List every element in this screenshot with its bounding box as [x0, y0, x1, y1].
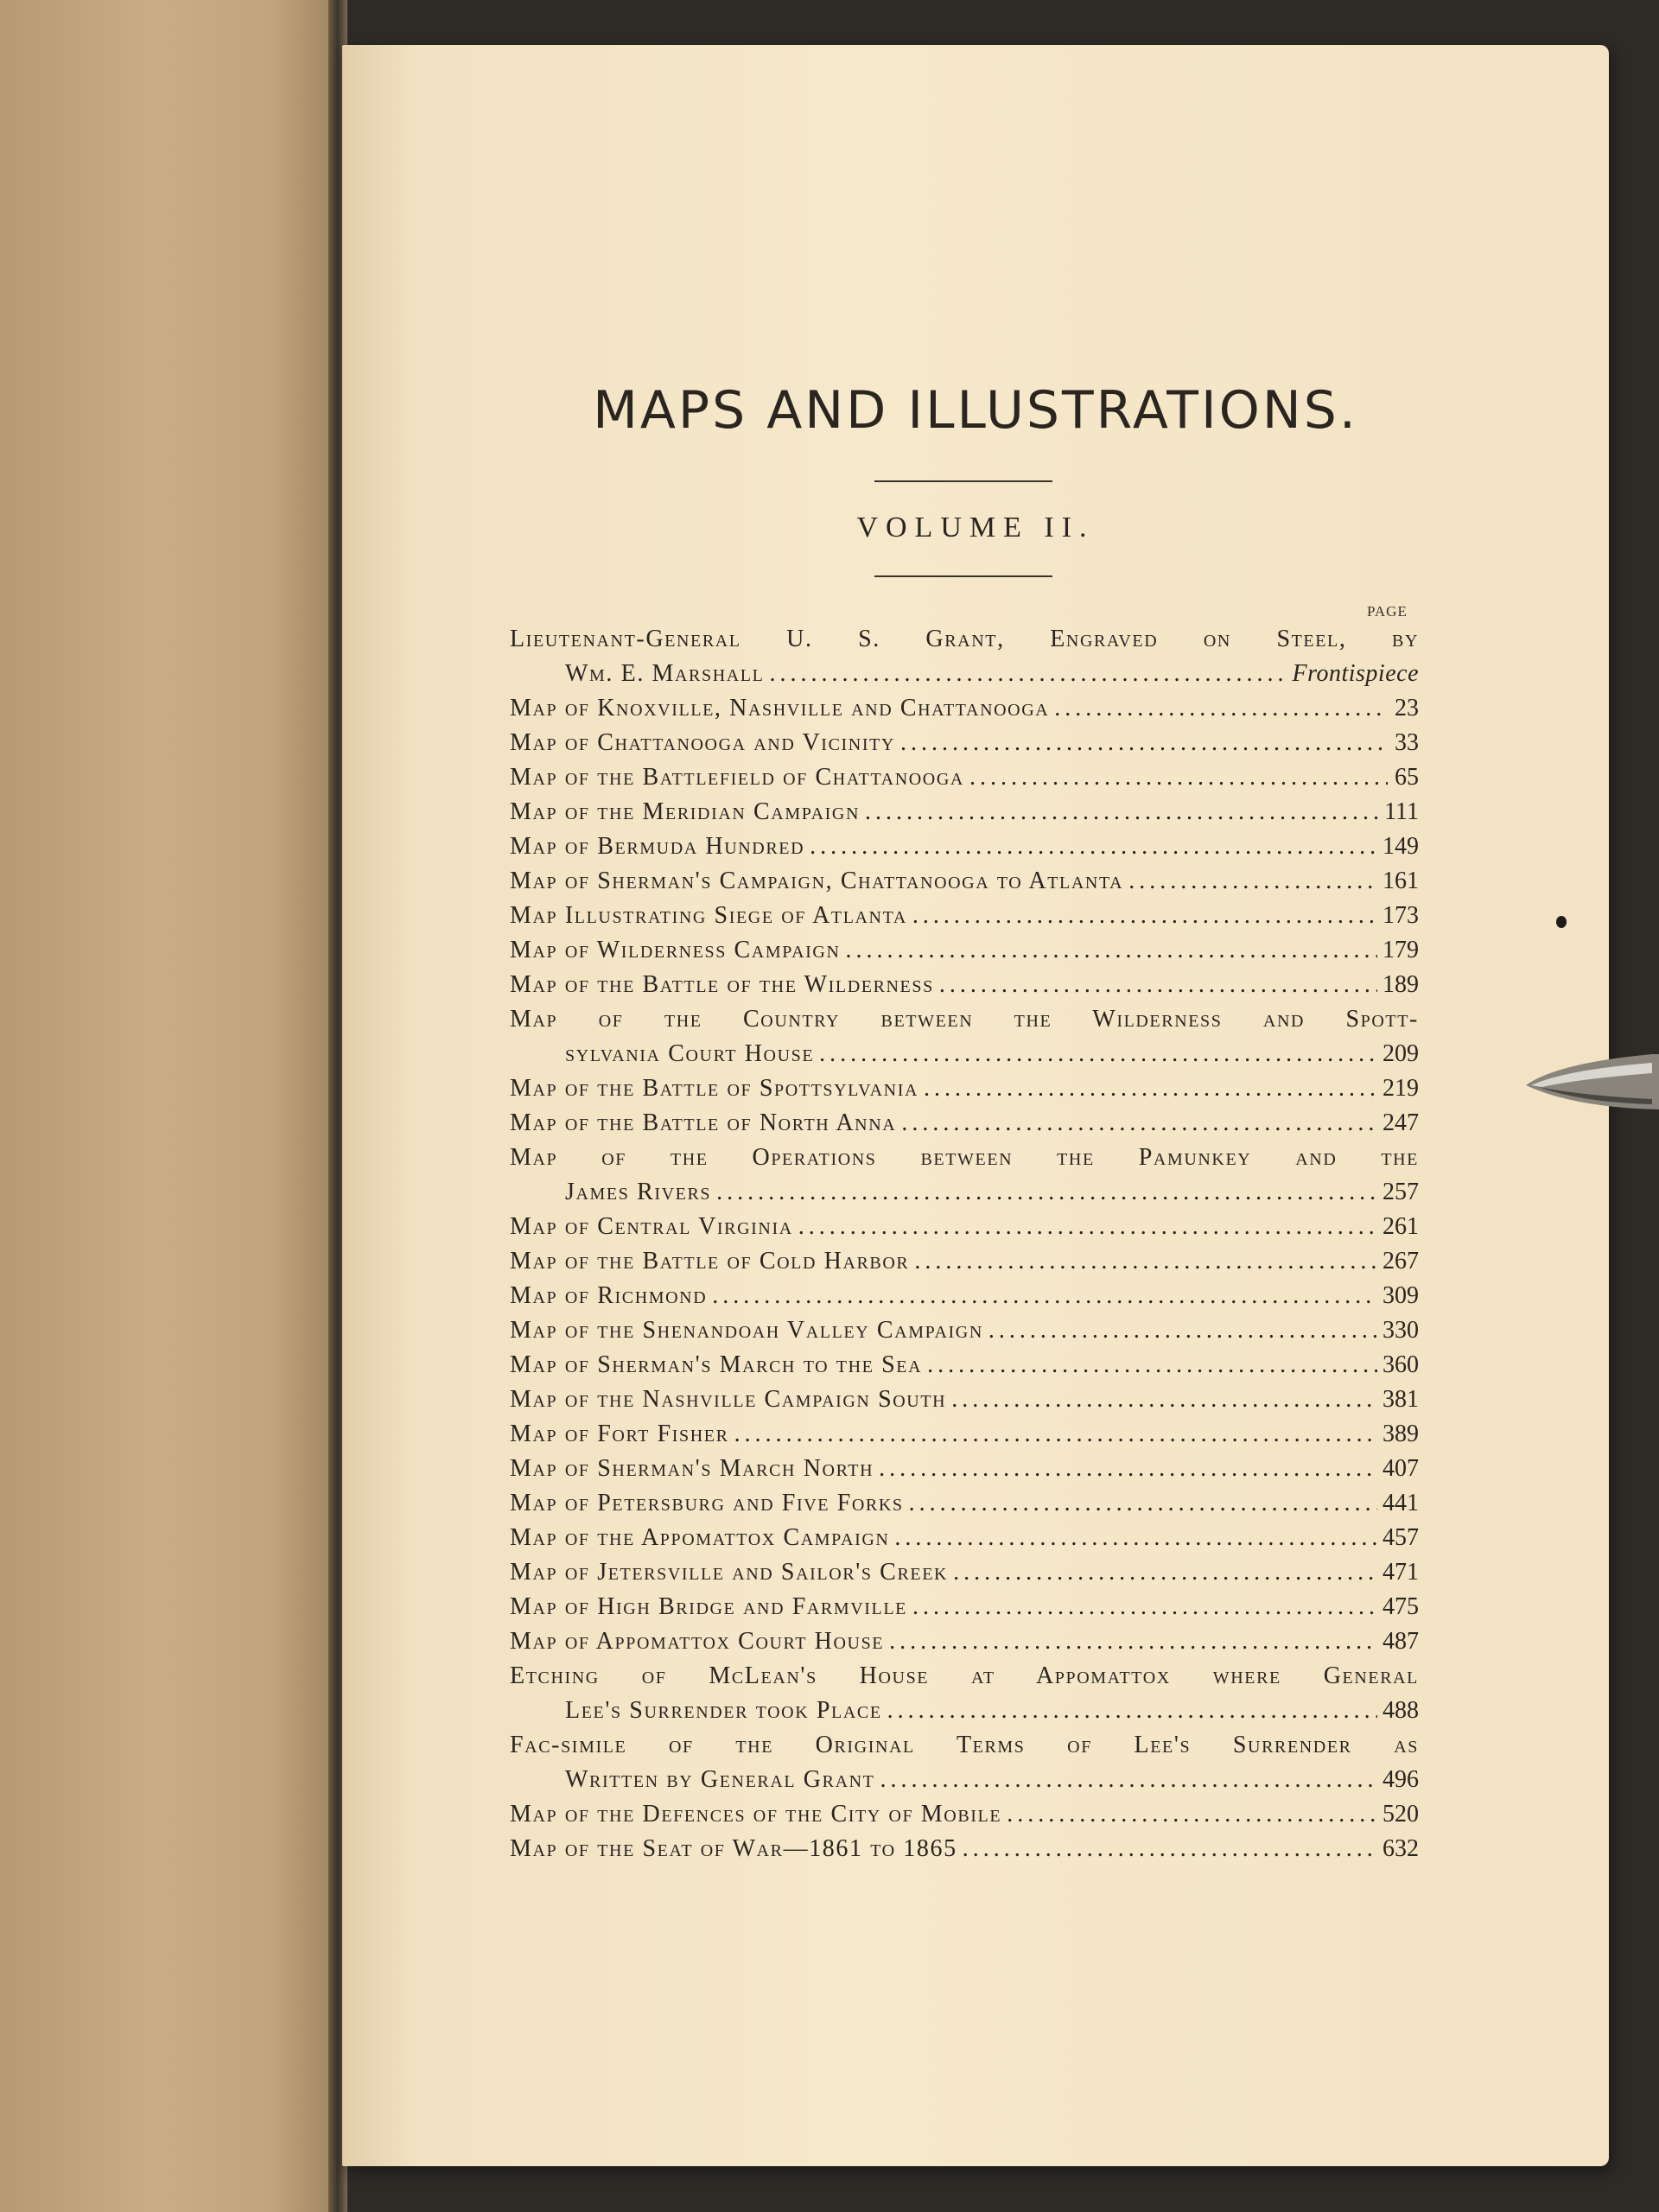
entry-line: [510, 1348, 1419, 1382]
entry-line: [510, 1313, 1419, 1348]
list-item: [510, 830, 1419, 864]
entry-title: Map of the Nashville Campaign South: [510, 1386, 947, 1413]
entry-page-number: 189: [1382, 971, 1419, 998]
entry-line-wrapped: [510, 1659, 1419, 1694]
page-title: MAPS AND ILLUSTRATIONS.: [593, 380, 1358, 441]
list-item: [510, 1832, 1419, 1866]
entry-title: Map of the Battlefield of Chattanooga: [510, 764, 964, 791]
entry-line: [510, 760, 1419, 795]
entry-title: Map of Wilderness Campaign: [510, 937, 841, 963]
entry-line: [510, 1037, 1419, 1071]
entry-line: [510, 657, 1419, 691]
dot-leader: [914, 1244, 1377, 1279]
entry-title: Map of the Appomattox Campaign: [510, 1524, 890, 1551]
page-column-label: PAGE: [1367, 603, 1408, 620]
list-item: [510, 795, 1419, 830]
entry-page-number: 487: [1382, 1628, 1419, 1655]
entry-page-number: 261: [1382, 1213, 1419, 1240]
list-item: [510, 1244, 1419, 1279]
entry-title: Map of Sherman's Campaign, Chattanooga to Atlanta: [510, 868, 1124, 894]
dot-leader: [880, 1763, 1377, 1797]
list-item: [510, 1382, 1419, 1417]
entry-line: [510, 864, 1419, 899]
entry-page-number: Frontispiece: [1292, 660, 1419, 687]
dot-leader: [901, 1106, 1377, 1141]
dot-leader: [1054, 691, 1388, 726]
entry-title: Map of High Bridge and Farmville: [510, 1593, 907, 1620]
entry-line: [510, 899, 1419, 933]
list-item: [510, 1728, 1419, 1797]
list-item: [510, 968, 1419, 1002]
dot-leader: [963, 1832, 1377, 1866]
list-item: [510, 1348, 1419, 1382]
illustrations-list: [510, 622, 1419, 1866]
entry-page-number: 330: [1382, 1317, 1419, 1344]
entry-title: Map of the Battle of Cold Harbor: [510, 1248, 910, 1274]
entry-page-number: 33: [1395, 729, 1419, 756]
entry-line-wrapped: [510, 1141, 1419, 1175]
entry-title: Map of the Battle of Spottsylvania: [510, 1075, 919, 1102]
entry-title: Map of the Operations between the Pamunkey and the: [510, 1144, 1419, 1171]
list-item: [510, 1555, 1419, 1590]
dot-leader: [716, 1175, 1377, 1210]
list-item: [510, 1313, 1419, 1348]
entry-title: Map of the Battle of North Anna: [510, 1109, 897, 1136]
entry-title: Written by General Grant: [565, 1766, 875, 1793]
list-item: [510, 622, 1419, 691]
dot-leader: [865, 795, 1379, 830]
entry-title: Etching of McLean's House at Appomattox where General: [510, 1662, 1419, 1689]
entry-title: James Rivers: [565, 1179, 712, 1205]
dot-leader: [846, 933, 1377, 968]
entry-line: [510, 1521, 1419, 1555]
entry-page-number: 471: [1382, 1559, 1419, 1586]
list-item: [510, 1624, 1419, 1659]
dot-leader: [819, 1037, 1377, 1071]
entry-title: Map of Sherman's March to the Sea: [510, 1351, 923, 1378]
entry-line: [510, 795, 1419, 830]
list-item: [510, 1486, 1419, 1521]
dot-leader: [798, 1210, 1377, 1244]
list-item: [510, 1210, 1419, 1244]
entry-title: Map of Fort Fisher: [510, 1421, 729, 1447]
bookmark-clip-icon: [1522, 1047, 1659, 1120]
entry-line: [510, 1590, 1419, 1624]
list-item: [510, 899, 1419, 933]
entry-page-number: 257: [1382, 1179, 1419, 1205]
list-item: [510, 760, 1419, 795]
entry-line: [510, 691, 1419, 726]
entry-title: Map Illustrating Siege of Atlanta: [510, 902, 907, 929]
entry-title: Map of the Shenandoah Valley Campaign: [510, 1317, 983, 1344]
entry-line: [510, 1244, 1419, 1279]
entry-page-number: 173: [1382, 902, 1419, 929]
entry-line: [510, 1210, 1419, 1244]
ink-spot: [1556, 916, 1567, 928]
dot-leader: [912, 1590, 1377, 1624]
entry-title: Wm. E. Marshall: [565, 660, 765, 687]
list-item: [510, 933, 1419, 968]
entry-page-number: 247: [1382, 1109, 1419, 1136]
entry-page-number: 381: [1382, 1386, 1419, 1413]
dot-leader: [969, 760, 1388, 795]
entry-page-number: 496: [1382, 1766, 1419, 1793]
dot-leader: [924, 1071, 1377, 1106]
entry-title: Map of Knoxville, Nashville and Chattanooga: [510, 695, 1050, 721]
entry-line: [510, 933, 1419, 968]
entry-page-number: 209: [1382, 1040, 1419, 1067]
list-item: [510, 1521, 1419, 1555]
entry-title: Map of Petersburg and Five Forks: [510, 1490, 904, 1516]
entry-page-number: 407: [1382, 1455, 1419, 1482]
entry-line: [510, 1486, 1419, 1521]
dot-leader: [1128, 864, 1377, 899]
entry-line: [510, 1832, 1419, 1866]
entry-line: [510, 1417, 1419, 1452]
dot-leader: [769, 657, 1287, 691]
dot-leader: [734, 1417, 1377, 1452]
entry-page-number: 309: [1382, 1282, 1419, 1309]
dot-leader: [887, 1694, 1377, 1728]
entry-title: Map of the Meridian Campaign: [510, 798, 860, 825]
entry-title: Map of the Country between the Wilderness and Spott-: [510, 1006, 1419, 1033]
entry-line: [510, 1452, 1419, 1486]
entry-page-number: 475: [1382, 1593, 1419, 1620]
entry-line-wrapped: [510, 1728, 1419, 1763]
entry-page-number: 219: [1382, 1075, 1419, 1102]
entry-page-number: 360: [1382, 1351, 1419, 1378]
list-item: [510, 1071, 1419, 1106]
dot-leader: [953, 1555, 1377, 1590]
entry-page-number: 488: [1382, 1697, 1419, 1724]
entry-title: Map of the Seat of War—1861 to 1865: [510, 1835, 957, 1862]
entry-line: [510, 1175, 1419, 1210]
dot-leader: [894, 1521, 1377, 1555]
entry-line: [510, 1694, 1419, 1728]
entry-title: Lieutenant-General U. S. Grant, Engraved on Steel, by: [510, 626, 1419, 652]
entry-line: [510, 1106, 1419, 1141]
entry-line: [510, 1382, 1419, 1417]
entry-line: [510, 726, 1419, 760]
entry-title: Map of the Defences of the City of Mobile: [510, 1801, 1002, 1827]
list-item: [510, 1106, 1419, 1141]
entry-page-number: 65: [1395, 764, 1419, 791]
dot-leader: [951, 1382, 1377, 1417]
entry-title: Map of the Battle of the Wilderness: [510, 971, 934, 998]
entry-page-number: 179: [1382, 937, 1419, 963]
entry-page-number: 267: [1382, 1248, 1419, 1274]
entry-title: Map of Richmond: [510, 1282, 708, 1309]
list-item: [510, 1141, 1419, 1210]
list-item: [510, 1279, 1419, 1313]
list-item: [510, 864, 1419, 899]
dot-leader: [912, 899, 1377, 933]
entry-line: [510, 1555, 1419, 1590]
dot-leader: [939, 968, 1377, 1002]
entry-page-number: 111: [1384, 798, 1419, 825]
list-item: [510, 1797, 1419, 1832]
entry-title: Map of Jetersville and Sailor's Creek: [510, 1559, 949, 1586]
volume-label: VOLUME II.: [856, 512, 1095, 543]
entry-line-wrapped: [510, 622, 1419, 657]
list-item: [510, 1659, 1419, 1728]
entry-line: [510, 1797, 1419, 1832]
entry-title: sylvania Court House: [565, 1040, 815, 1067]
entry-page-number: 23: [1395, 695, 1419, 721]
entry-line: [510, 830, 1419, 864]
entry-line: [510, 1624, 1419, 1659]
list-item: [510, 1452, 1419, 1486]
entry-page-number: 520: [1382, 1801, 1419, 1827]
dot-leader: [909, 1486, 1377, 1521]
entry-title: Map of Bermuda Hundred: [510, 833, 805, 860]
entry-line: [510, 1763, 1419, 1797]
entry-line: [510, 968, 1419, 1002]
entry-title: Map of Sherman's March North: [510, 1455, 874, 1482]
entry-page-number: 457: [1382, 1524, 1419, 1551]
entry-page-number: 441: [1382, 1490, 1419, 1516]
dot-leader: [879, 1452, 1377, 1486]
dot-leader: [889, 1624, 1377, 1659]
title-rule: [874, 480, 1052, 482]
entry-line: [510, 1279, 1419, 1313]
list-item: [510, 1002, 1419, 1071]
list-item: [510, 1417, 1419, 1452]
dot-leader: [927, 1348, 1377, 1382]
entry-title: Map of Appomattox Court House: [510, 1628, 885, 1655]
entry-title: Map of Central Virginia: [510, 1213, 793, 1240]
dot-leader: [1007, 1797, 1377, 1832]
entry-line: [510, 1071, 1419, 1106]
entry-title: Lee's Surrender took Place: [565, 1697, 882, 1724]
dot-leader: [810, 830, 1377, 864]
entry-page-number: 161: [1382, 868, 1419, 894]
facing-page: [0, 0, 339, 2212]
entry-line-wrapped: [510, 1002, 1419, 1037]
dot-leader: [988, 1313, 1377, 1348]
volume-rule: [874, 575, 1052, 577]
entry-title: Map of Chattanooga and Vicinity: [510, 729, 895, 756]
list-item: [510, 1590, 1419, 1624]
dot-leader: [900, 726, 1388, 760]
list-item: [510, 691, 1419, 726]
entry-title: Fac-simile of the Original Terms of Lee's Surrender as: [510, 1732, 1419, 1758]
entry-page-number: 149: [1382, 833, 1419, 860]
list-item: [510, 726, 1419, 760]
entry-page-number: 632: [1382, 1835, 1419, 1862]
dot-leader: [712, 1279, 1377, 1313]
entry-page-number: 389: [1382, 1421, 1419, 1447]
